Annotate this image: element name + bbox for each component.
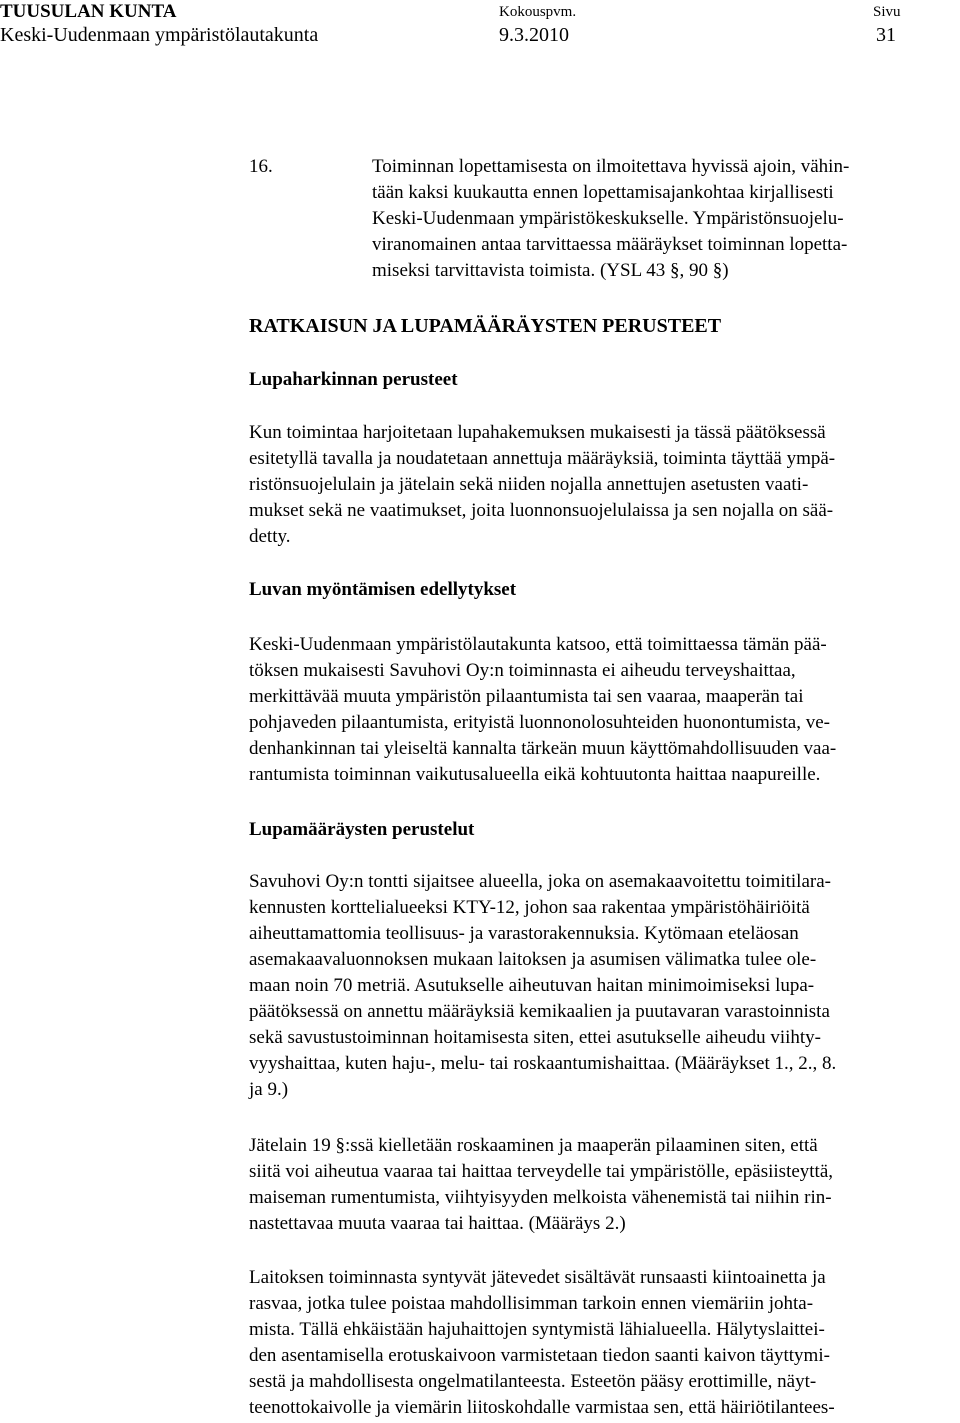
subheading-perustelut: Lupamääräysten perustelut xyxy=(249,819,475,840)
header-meeting-date: 9.3.2010 xyxy=(499,24,569,46)
header-organization: TUUSULAN KUNTA xyxy=(0,1,177,22)
item-text: Toiminnan lopettamisesta on ilmoitettava hyvissä ajoin, vähin- tään kaksi kuukautta ennen lopettamisajankohtaa kirjallisesti Keski-Uudenmaan ympäristökeskukselle. Ympäristönsuojelu- viranomainen antaa tarvittaessa määräykset toiminnan lopetta- miseksi tarvittavista toimista. (YSL 43 §, 90 §) xyxy=(372,156,850,281)
section-heading: RATKAISUN JA LUPAMÄÄRÄYSTEN PERUSTEET xyxy=(249,315,722,337)
paragraph-perustelut-3: Laitoksen toiminnasta syntyvät jätevedet sisältävät runsaasti kiintoainetta ja rasvaa, jotka tulee poistaa mahdollisimman tarkoin ennen viemäriin johta- mista. Tällä ehkäistään hajuhaittojen syntymistä lähialueella. Hälytyslaittei- den asentamisella erotuskaivoon varmistetaan tiedon saanti kaivon täyttymi- sestä ja mahdollisesta ongelmatilanteesta. Esteetön pääsy erottimille, näyt- teenottokaivolle ja viemärin liitoskohdalle varmistaa sen, että häiriötilantees- xyxy=(249,1267,835,1418)
paragraph-perustelut-1: Savuhovi Oy:n tontti sijaitsee alueella, joka on asemakaavoitettu toimitilara- kennusten korttelialueeksi KTY-12, johon saa rakentaa ympäristöhäiriöitä aiheuttamattomia teollisuus- ja varastorakennuksia. Kytömaan eteläosan asemakaavaluonnoksen mukaan laitoksen ja asumisen välimatka tulee ole- maan noin 70 metriä. Asutukselle aiheutuvan haitan minimoimiseksi lupa- päätöksessä on annettu määräyksiä kemikaalien ja puutavaran varastoinnista sekä savustustoiminnan hoitamisesta siten, ettei asutukselle aiheudu viihty- vyyshaittaa, kuten haju-, melu- tai roskaantumishaittaa. (Määräykset 1., 2., 8. ja 9.) xyxy=(249,871,837,1100)
paragraph-perustelut-2: Jätelain 19 §:ssä kielletään roskaaminen ja maaperän pilaaminen siten, että siitä voi aiheutua vaaraa tai haittaa terveydelle tai ympäristölle, epäsiisteyttä, maiseman rumentumista, viihtyisyyden melkoista vähenemistä tai niihin rin- nastettavaa muuta vaaraa tai haittaa. (Määräys 2.) xyxy=(249,1135,834,1234)
header-board-name: Keski-Uudenmaan ympäristölautakunta xyxy=(0,24,319,46)
paragraph-lupaharkinta: Kun toimintaa harjoitetaan lupahakemuksen mukaisesti ja tässä päätöksessä esitetyllä tavalla ja noudatetaan annettuja määräyksiä, toiminta täyttää ympä- ristönsuojelulain ja jätelain sekä niiden nojalla annettujen asetusten vaati- mukset sekä ne vaatimukset, joita luonnonsuojelulaissa ja sen nojalla on sää- detty. xyxy=(249,422,836,547)
header-page-label: Sivu xyxy=(873,4,901,20)
subheading-lupaharkinta: Lupaharkinnan perusteet xyxy=(249,369,458,390)
item-number: 16. xyxy=(249,156,273,177)
header-page-number: 31 xyxy=(876,24,896,46)
paragraph-edellytykset: Keski-Uudenmaan ympäristölautakunta katsoo, että toimittaessa tämän pää- töksen mukaisesti Savuhovi Oy:n toiminnasta ei aiheudu terveyshaittaa, merkittävää muuta ympäristön pilaantumista tai sen vaaraa, maaperän tai pohjaveden pilaantumista, erityistä luonnonolosuhteiden huonontumista, ve- denhankinnan tai yleiseltä kannalta tärkeän muun käyttömahdollisuuden vaa- rantumista toiminnan vaikutusalueella eikä kohtuutonta haittaa naapureille. xyxy=(249,634,837,785)
subheading-edellytykset: Luvan myöntämisen edellytykset xyxy=(249,579,517,600)
header-date-label: Kokouspvm. xyxy=(499,4,577,20)
